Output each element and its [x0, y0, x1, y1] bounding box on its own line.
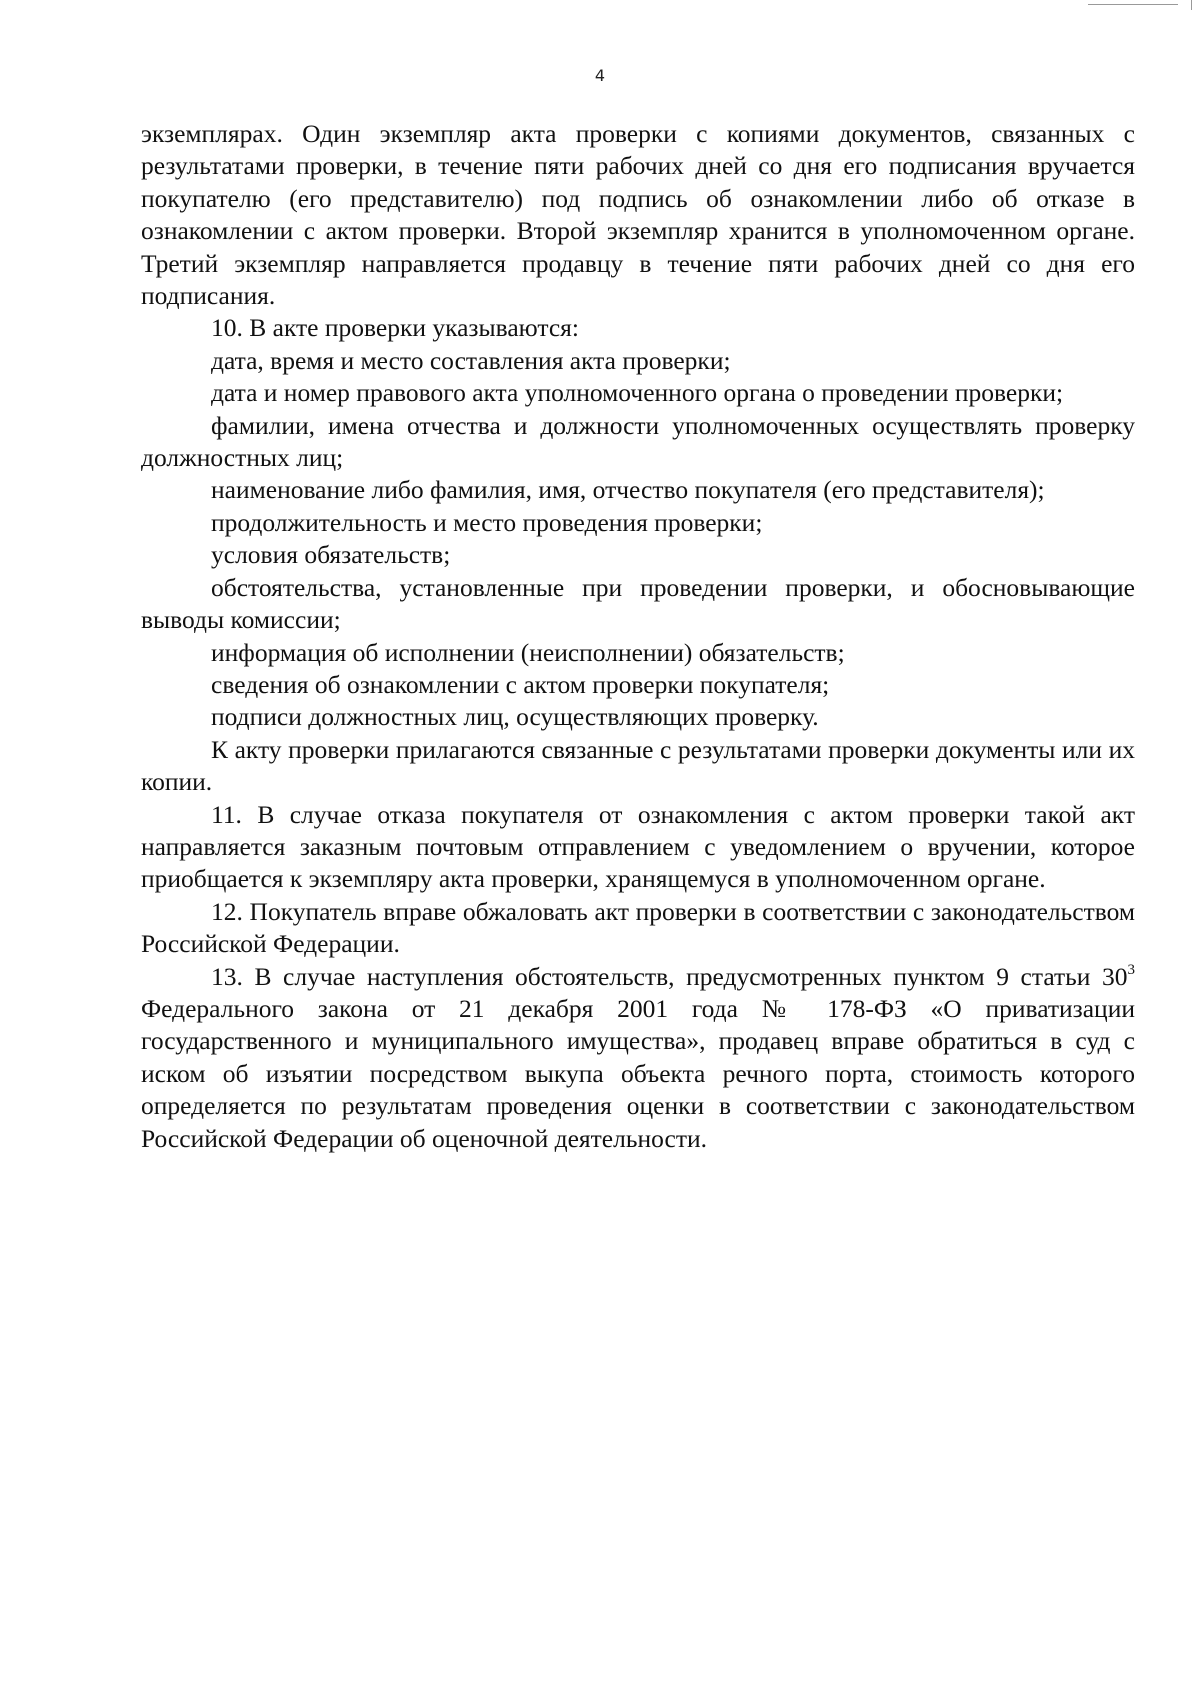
paragraph-item-10: 10. В акте проверки указываются: [211, 313, 579, 343]
list-item-signatures: подписи должностных лиц, осуществляющих проверку. [211, 702, 819, 732]
page-number: 4 [594, 66, 606, 85]
paragraph-item-12: 12. Покупатель вправе обжаловать акт проверки в соответствии с законодательством Российской Федерации. [141, 896, 1135, 959]
paragraph-13-start: 13. В случае наступления обстоятельств, предусмотренных пунктом 9 статьи 30 [211, 961, 1128, 991]
list-item-obligations: условия обязательств; [211, 540, 451, 570]
paragraph-item-13 [141, 961, 1135, 1155]
list-item-duration: продолжительность и место проведения проверки; [211, 507, 763, 537]
list-item-date-time-place: дата, время и место составления акта проверки; [211, 345, 731, 375]
article-superscript: 3 [1127, 961, 1135, 978]
document-body [141, 118, 1135, 1155]
list-item-officials: фамилии, имена отчества и должности уполномоченных осуществлять проверку должностных лиц; [141, 410, 1135, 473]
list-item-acquaintance: сведения об ознакомлении с актом проверки покупателя; [211, 669, 830, 699]
paragraph-attachments: К акту проверки прилагаются связанные с результатами проверки документы или их копии. [141, 734, 1135, 797]
list-item-legal-act: дата и номер правового акта уполномоченного органа о проведении проверки; [211, 378, 1064, 408]
list-item-buyer: наименование либо фамилия, имя, отчество покупателя (его представителя); [211, 475, 1045, 505]
list-item-circumstances: обстоятельства, установленные при проведении проверки, и обосновывающие выводы комиссии; [141, 572, 1135, 635]
scan-corner-tick [1191, 0, 1192, 10]
scan-corner-mark [1088, 0, 1178, 5]
paragraph-13-end: Федерального закона от 21 декабря 2001 года № 178-ФЗ «О приватизации государственного и муниципального имущества», продавец вправе обратиться в суд с иском об изъятии посредством выкупа объекта речного порта, стоимость которого определяется по результатам проведения оценки в соответствии с законодательством Российской Федерации об оценочной деятельности. [141, 993, 1135, 1153]
list-item-execution-info: информация об исполнении (неисполнении) обязательств; [211, 637, 845, 667]
paragraph-continuation: экземплярах. Один экземпляр акта проверки с копиями документов, связанных с результатами проверки, в течение пяти рабочих дней со дня его подписания вручается покупателю (его представителю) под подпись об ознакомлении либо об отказе в ознакомлении с актом проверки. Второй экземпляр хранится в уполномоченном органе. Третий экземпляр направляется продавцу в течение пяти рабочих дней со дня его подписания. [141, 119, 1135, 311]
paragraph-item-11: 11. В случае отказа покупателя от ознакомления с актом проверки такой акт направляется заказным почтовым отправлением с уведомлением о вручении, которое приобщается к экземпляру акта проверки, хранящемуся в уполномоченном органе. [141, 799, 1135, 894]
